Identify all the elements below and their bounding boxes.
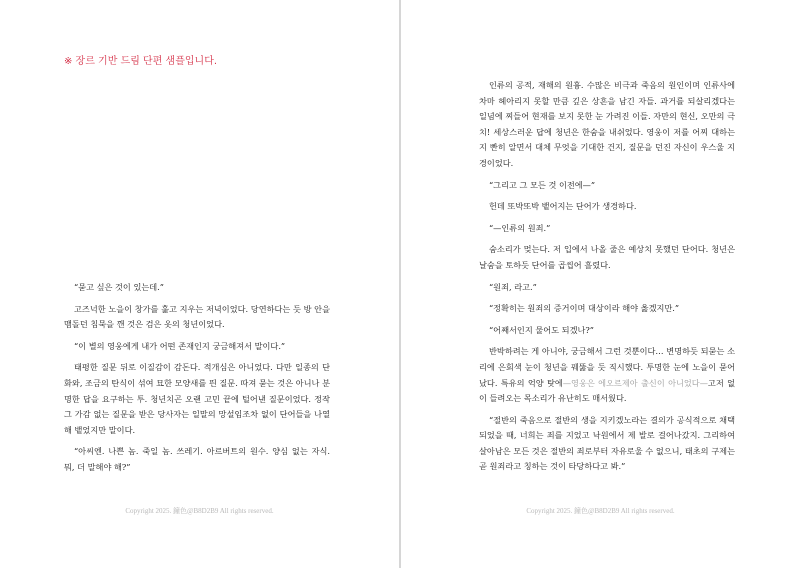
paragraph: 태평한 질문 뒤로 이질감이 감돈다. 적개심은 아니었다. 다만 일종의 단화와, 조금의 탄식이 섞여 묘한 모양새를 띈 질문. 따져 묻는 것은 아니나 분명한 답을 요구하는 투. 청년치곤 오랜 고민 끝에 털어낸 질문이었다. 정작 그 가감 없는 질문을 받은 당사자는 일말의 망설임조차 없이 단어들을 나열해 뱉었지만 말이다.	[64, 362, 330, 435]
paragraph: “어째서인지 물어도 되겠나?”	[489, 324, 594, 335]
paragraph: 인류의 공적, 재해의 원흉. 수많은 비극과 죽음의 원인이며 인류사에 차마 헤아리지 못할 만큼 깊은 상흔을 남긴 자들. 과거를 되살리겠다는 일념에 찌들어 현재를 보지 못한 눈 가려진 이들. 자만의 현신, 오만의 극치! 세상스러운 답에 청년은 한숨을 내쉬었다. 영웅이 저를 어찌 대하는지 빤히 알면서 대체 무엇을 기대한 건지, 질문을 던진 자신이 우스울 지경이었다.	[479, 80, 735, 168]
aside-text: —영웅은 에오르제아 출신이 아니었다—	[562, 377, 708, 388]
left-page	[0, 0, 399, 568]
paragraph-text: 고저 없이 들려오는 목소리가 유난히도 매서웠다.	[479, 377, 735, 404]
paragraph: “그리고 그 모든 것 이전에—”	[489, 179, 596, 190]
paragraph: “—인류의 원죄.”	[489, 222, 551, 233]
paragraph: 고즈넉한 노을이 창가를 훑고 지우는 저녁이었다. 당연하다는 듯 방 안을 맴돌던 침묵을 깬 것은 검은 옷의 청년이었다.	[64, 303, 330, 330]
copyright-footer: Copyright 2025. 鐘色@B8D2B9 All rights reserved.	[125, 507, 274, 515]
paragraph-text: 반박하려는 게 아니야, 궁금해서 그런 것뿐이다… 변명하듯 되묻는 소리에 은회색 눈이 청년을 꿰뚫을 듯 직시했다. 투명한 눈에 노을이 묻어났다. 특유의 억양 탓에	[479, 346, 735, 388]
paragraph: “묻고 싶은 것이 있는데.”	[74, 282, 164, 292]
paragraph: “정확히는 원죄의 증거이며 대상이라 해야 옳겠지만.”	[489, 303, 680, 314]
right-page-body	[479, 78, 735, 481]
paragraph-mixed	[479, 344, 735, 406]
sample-notice: ※ 장르 기반 드림 단편 샘플입니다.	[64, 56, 218, 67]
paragraph: 숨소리가 멎는다. 저 입에서 나올 줄은 예상치 못했던 단어다. 청년은 날숨을 토하듯 단어를 곱씹어 흘렸다.	[479, 244, 735, 270]
paragraph: “아씨엔. 나쁜 놈. 죽일 놈. 쓰레기. 아르버트의 원수. 양심 없는 자식. 뭐, 더 말해야 해?”	[64, 446, 330, 472]
paragraph: “이 별의 영웅에게 내가 어떤 존재인지 궁금해져서 말이다.”	[74, 340, 286, 351]
copyright-footer: Copyright 2025. 鐘色@B8D2B9 All rights reserved.	[526, 507, 675, 515]
right-page	[401, 0, 800, 568]
paragraph: 헌데 또박또박 뱉어지는 단어가 생경하다.	[489, 201, 637, 212]
paragraph: “원죄, 라고.”	[489, 281, 537, 292]
left-page-body	[64, 280, 330, 482]
paragraph: “절반의 죽음으로 절반의 생을 지키겠노라는 결의가 공식적으로 채택되었을 때, 너희는 죄를 지었고 낙원에서 제 발로 걸어나갔지. 그리하여 살아남은 모든 것은 절반의 죄로부터 자유로울 수 없으니, 태초의 구제는 곧 원죄라고 칭하는 것이 타당하다고 봐.”	[479, 414, 735, 472]
